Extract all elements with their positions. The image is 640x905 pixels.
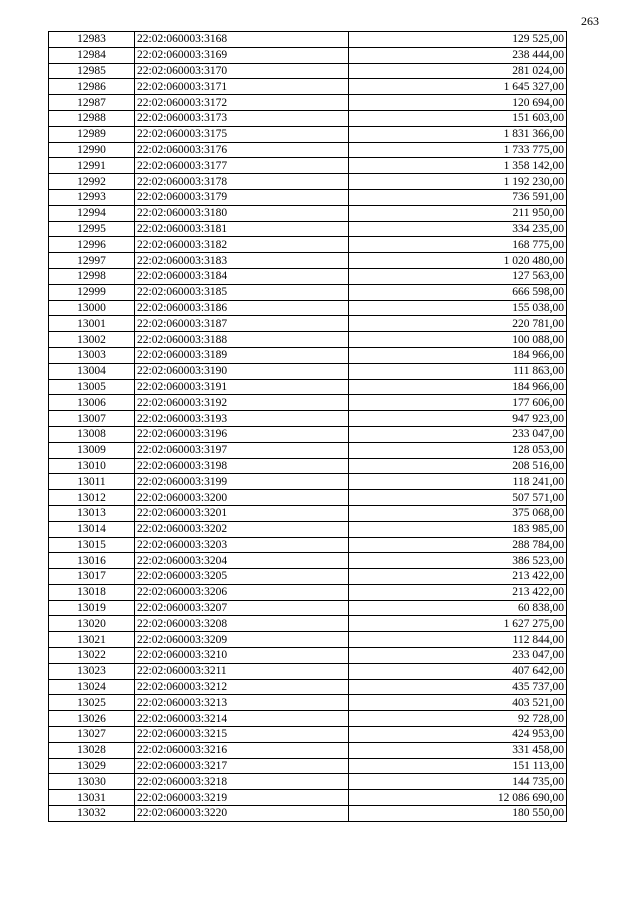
cadastral-value-cell: 220 781,00	[349, 316, 567, 332]
table-row	[49, 395, 567, 411]
row-number-cell: 12983	[49, 32, 135, 48]
row-number-cell: 13000	[49, 300, 135, 316]
cadastral-number-cell: 22:02:060003:3179	[135, 189, 349, 205]
cadastral-value-cell: 100 088,00	[349, 332, 567, 348]
row-number-cell: 12989	[49, 126, 135, 142]
row-number-cell: 13002	[49, 332, 135, 348]
cadastral-number-cell: 22:02:060003:3177	[135, 158, 349, 174]
cadastral-number-cell: 22:02:060003:3214	[135, 711, 349, 727]
cadastral-number-cell: 22:02:060003:3178	[135, 174, 349, 190]
cadastral-value-cell: 331 458,00	[349, 742, 567, 758]
row-number-cell: 13013	[49, 505, 135, 521]
cadastral-number-cell: 22:02:060003:3188	[135, 332, 349, 348]
cadastral-value-cell: 1 627 275,00	[349, 616, 567, 632]
cadastral-number-cell: 22:02:060003:3184	[135, 268, 349, 284]
cadastral-number-cell: 22:02:060003:3186	[135, 300, 349, 316]
row-number-cell: 12997	[49, 253, 135, 269]
row-number-cell: 13028	[49, 742, 135, 758]
table-row	[49, 679, 567, 695]
cadastral-number-cell: 22:02:060003:3176	[135, 142, 349, 158]
cadastral-number-cell: 22:02:060003:3209	[135, 632, 349, 648]
row-number-cell: 13010	[49, 458, 135, 474]
table-row	[49, 158, 567, 174]
table-row	[49, 711, 567, 727]
cadastral-value-table	[48, 31, 567, 822]
cadastral-value-cell: 168 775,00	[349, 237, 567, 253]
table-row	[49, 316, 567, 332]
row-number-cell: 12999	[49, 284, 135, 300]
row-number-cell: 12985	[49, 63, 135, 79]
cadastral-value-cell: 12 086 690,00	[349, 790, 567, 806]
row-number-cell: 12994	[49, 205, 135, 221]
row-number-cell: 12987	[49, 95, 135, 111]
table-row	[49, 600, 567, 616]
cadastral-value-cell: 281 024,00	[349, 63, 567, 79]
table-row	[49, 221, 567, 237]
cadastral-value-cell: 92 728,00	[349, 711, 567, 727]
cadastral-value-cell: 507 571,00	[349, 490, 567, 506]
table-row	[49, 569, 567, 585]
cadastral-number-cell: 22:02:060003:3175	[135, 126, 349, 142]
table-row	[49, 742, 567, 758]
cadastral-number-cell: 22:02:060003:3199	[135, 474, 349, 490]
cadastral-value-cell: 151 603,00	[349, 110, 567, 126]
row-number-cell: 13019	[49, 600, 135, 616]
table-row	[49, 616, 567, 632]
cadastral-number-cell: 22:02:060003:3219	[135, 790, 349, 806]
row-number-cell: 13026	[49, 711, 135, 727]
row-number-cell: 12990	[49, 142, 135, 158]
cadastral-number-cell: 22:02:060003:3211	[135, 663, 349, 679]
cadastral-number-cell: 22:02:060003:3183	[135, 253, 349, 269]
cadastral-value-cell: 736 591,00	[349, 189, 567, 205]
cadastral-value-cell: 238 444,00	[349, 47, 567, 63]
table-row	[49, 174, 567, 190]
table-row	[49, 253, 567, 269]
table-row	[49, 584, 567, 600]
cadastral-number-cell: 22:02:060003:3217	[135, 758, 349, 774]
cadastral-value-cell: 1 358 142,00	[349, 158, 567, 174]
table-row	[49, 632, 567, 648]
table-row	[49, 505, 567, 521]
row-number-cell: 12986	[49, 79, 135, 95]
table-row	[49, 537, 567, 553]
table-row	[49, 411, 567, 427]
cadastral-value-cell: 424 953,00	[349, 727, 567, 743]
cadastral-value-cell: 407 642,00	[349, 663, 567, 679]
table-row	[49, 521, 567, 537]
row-number-cell: 13017	[49, 569, 135, 585]
row-number-cell: 13022	[49, 648, 135, 664]
cadastral-number-cell: 22:02:060003:3169	[135, 47, 349, 63]
table-row	[49, 95, 567, 111]
cadastral-number-cell: 22:02:060003:3210	[135, 648, 349, 664]
cadastral-value-cell: 129 525,00	[349, 32, 567, 48]
cadastral-value-cell: 403 521,00	[349, 695, 567, 711]
cadastral-number-cell: 22:02:060003:3220	[135, 806, 349, 822]
cadastral-value-cell: 213 422,00	[349, 569, 567, 585]
row-number-cell: 13007	[49, 411, 135, 427]
table-row	[49, 205, 567, 221]
cadastral-value-cell: 1 192 230,00	[349, 174, 567, 190]
cadastral-value-cell: 288 784,00	[349, 537, 567, 553]
cadastral-number-cell: 22:02:060003:3200	[135, 490, 349, 506]
cadastral-number-cell: 22:02:060003:3182	[135, 237, 349, 253]
cadastral-value-cell: 375 068,00	[349, 505, 567, 521]
table-row	[49, 79, 567, 95]
table-row	[49, 47, 567, 63]
cadastral-value-cell: 120 694,00	[349, 95, 567, 111]
table-row	[49, 774, 567, 790]
row-number-cell: 13015	[49, 537, 135, 553]
table-row	[49, 32, 567, 48]
cadastral-number-cell: 22:02:060003:3189	[135, 347, 349, 363]
row-number-cell: 13001	[49, 316, 135, 332]
cadastral-value-cell: 155 038,00	[349, 300, 567, 316]
table-row	[49, 490, 567, 506]
cadastral-number-cell: 22:02:060003:3202	[135, 521, 349, 537]
cadastral-value-cell: 183 985,00	[349, 521, 567, 537]
row-number-cell: 12993	[49, 189, 135, 205]
cadastral-value-cell: 208 516,00	[349, 458, 567, 474]
row-number-cell: 13020	[49, 616, 135, 632]
table-row	[49, 442, 567, 458]
table-row	[49, 63, 567, 79]
table-row	[49, 648, 567, 664]
cadastral-value-cell: 180 550,00	[349, 806, 567, 822]
cadastral-value-cell: 144 735,00	[349, 774, 567, 790]
table-row	[49, 284, 567, 300]
cadastral-number-cell: 22:02:060003:3205	[135, 569, 349, 585]
cadastral-value-cell: 233 047,00	[349, 426, 567, 442]
row-number-cell: 13012	[49, 490, 135, 506]
cadastral-number-cell: 22:02:060003:3207	[135, 600, 349, 616]
cadastral-number-cell: 22:02:060003:3181	[135, 221, 349, 237]
cadastral-value-cell: 112 844,00	[349, 632, 567, 648]
table-row	[49, 363, 567, 379]
row-number-cell: 13025	[49, 695, 135, 711]
cadastral-number-cell: 22:02:060003:3198	[135, 458, 349, 474]
row-number-cell: 12988	[49, 110, 135, 126]
cadastral-number-cell: 22:02:060003:3193	[135, 411, 349, 427]
table-row	[49, 332, 567, 348]
cadastral-value-cell: 435 737,00	[349, 679, 567, 695]
table-row	[49, 727, 567, 743]
table-row	[49, 189, 567, 205]
cadastral-value-cell: 1 645 327,00	[349, 79, 567, 95]
row-number-cell: 13004	[49, 363, 135, 379]
row-number-cell: 12984	[49, 47, 135, 63]
cadastral-number-cell: 22:02:060003:3218	[135, 774, 349, 790]
cadastral-value-cell: 127 563,00	[349, 268, 567, 284]
cadastral-number-cell: 22:02:060003:3196	[135, 426, 349, 442]
row-number-cell: 13030	[49, 774, 135, 790]
cadastral-number-cell: 22:02:060003:3204	[135, 553, 349, 569]
row-number-cell: 12995	[49, 221, 135, 237]
row-number-cell: 13018	[49, 584, 135, 600]
table-row	[49, 237, 567, 253]
row-number-cell: 13032	[49, 806, 135, 822]
cadastral-number-cell: 22:02:060003:3216	[135, 742, 349, 758]
cadastral-number-cell: 22:02:060003:3190	[135, 363, 349, 379]
cadastral-number-cell: 22:02:060003:3170	[135, 63, 349, 79]
table-row	[49, 300, 567, 316]
table-row	[49, 806, 567, 822]
row-number-cell: 13003	[49, 347, 135, 363]
cadastral-number-cell: 22:02:060003:3168	[135, 32, 349, 48]
cadastral-value-cell: 184 966,00	[349, 379, 567, 395]
cadastral-value-cell: 213 422,00	[349, 584, 567, 600]
table-row	[49, 695, 567, 711]
cadastral-value-cell: 118 241,00	[349, 474, 567, 490]
cadastral-value-cell: 666 598,00	[349, 284, 567, 300]
cadastral-value-cell: 111 863,00	[349, 363, 567, 379]
cadastral-number-cell: 22:02:060003:3187	[135, 316, 349, 332]
row-number-cell: 13031	[49, 790, 135, 806]
cadastral-value-cell: 211 950,00	[349, 205, 567, 221]
row-number-cell: 13016	[49, 553, 135, 569]
cadastral-number-cell: 22:02:060003:3213	[135, 695, 349, 711]
table-row	[49, 474, 567, 490]
cadastral-number-cell: 22:02:060003:3206	[135, 584, 349, 600]
table-row	[49, 790, 567, 806]
table-row	[49, 142, 567, 158]
row-number-cell: 13011	[49, 474, 135, 490]
cadastral-value-cell: 184 966,00	[349, 347, 567, 363]
cadastral-number-cell: 22:02:060003:3201	[135, 505, 349, 521]
cadastral-value-cell: 151 113,00	[349, 758, 567, 774]
row-number-cell: 12996	[49, 237, 135, 253]
cadastral-number-cell: 22:02:060003:3215	[135, 727, 349, 743]
row-number-cell: 13021	[49, 632, 135, 648]
row-number-cell: 13027	[49, 727, 135, 743]
table-row	[49, 126, 567, 142]
cadastral-number-cell: 22:02:060003:3203	[135, 537, 349, 553]
cadastral-number-cell: 22:02:060003:3191	[135, 379, 349, 395]
cadastral-number-cell: 22:02:060003:3173	[135, 110, 349, 126]
table-row	[49, 379, 567, 395]
table-row	[49, 663, 567, 679]
table-row	[49, 758, 567, 774]
row-number-cell: 12992	[49, 174, 135, 190]
cadastral-number-cell: 22:02:060003:3192	[135, 395, 349, 411]
row-number-cell: 13006	[49, 395, 135, 411]
table-row	[49, 426, 567, 442]
table-row	[49, 458, 567, 474]
table-body	[49, 32, 567, 822]
cadastral-value-cell: 177 606,00	[349, 395, 567, 411]
table-row	[49, 553, 567, 569]
row-number-cell: 13009	[49, 442, 135, 458]
cadastral-number-cell: 22:02:060003:3197	[135, 442, 349, 458]
cadastral-value-cell: 1 831 366,00	[349, 126, 567, 142]
table-row	[49, 347, 567, 363]
row-number-cell: 12998	[49, 268, 135, 284]
cadastral-number-cell: 22:02:060003:3212	[135, 679, 349, 695]
row-number-cell: 12991	[49, 158, 135, 174]
cadastral-number-cell: 22:02:060003:3180	[135, 205, 349, 221]
cadastral-value-cell: 233 047,00	[349, 648, 567, 664]
cadastral-value-cell: 128 053,00	[349, 442, 567, 458]
cadastral-number-cell: 22:02:060003:3171	[135, 79, 349, 95]
row-number-cell: 13008	[49, 426, 135, 442]
cadastral-number-cell: 22:02:060003:3172	[135, 95, 349, 111]
cadastral-value-cell: 386 523,00	[349, 553, 567, 569]
row-number-cell: 13005	[49, 379, 135, 395]
table-row	[49, 110, 567, 126]
row-number-cell: 13029	[49, 758, 135, 774]
table-row	[49, 268, 567, 284]
cadastral-value-cell: 334 235,00	[349, 221, 567, 237]
cadastral-value-cell: 60 838,00	[349, 600, 567, 616]
cadastral-number-cell: 22:02:060003:3208	[135, 616, 349, 632]
row-number-cell: 13024	[49, 679, 135, 695]
cadastral-value-cell: 947 923,00	[349, 411, 567, 427]
cadastral-number-cell: 22:02:060003:3185	[135, 284, 349, 300]
row-number-cell: 13014	[49, 521, 135, 537]
row-number-cell: 13023	[49, 663, 135, 679]
cadastral-value-cell: 1 733 775,00	[349, 142, 567, 158]
cadastral-value-cell: 1 020 480,00	[349, 253, 567, 269]
page-number: 263	[581, 14, 599, 28]
